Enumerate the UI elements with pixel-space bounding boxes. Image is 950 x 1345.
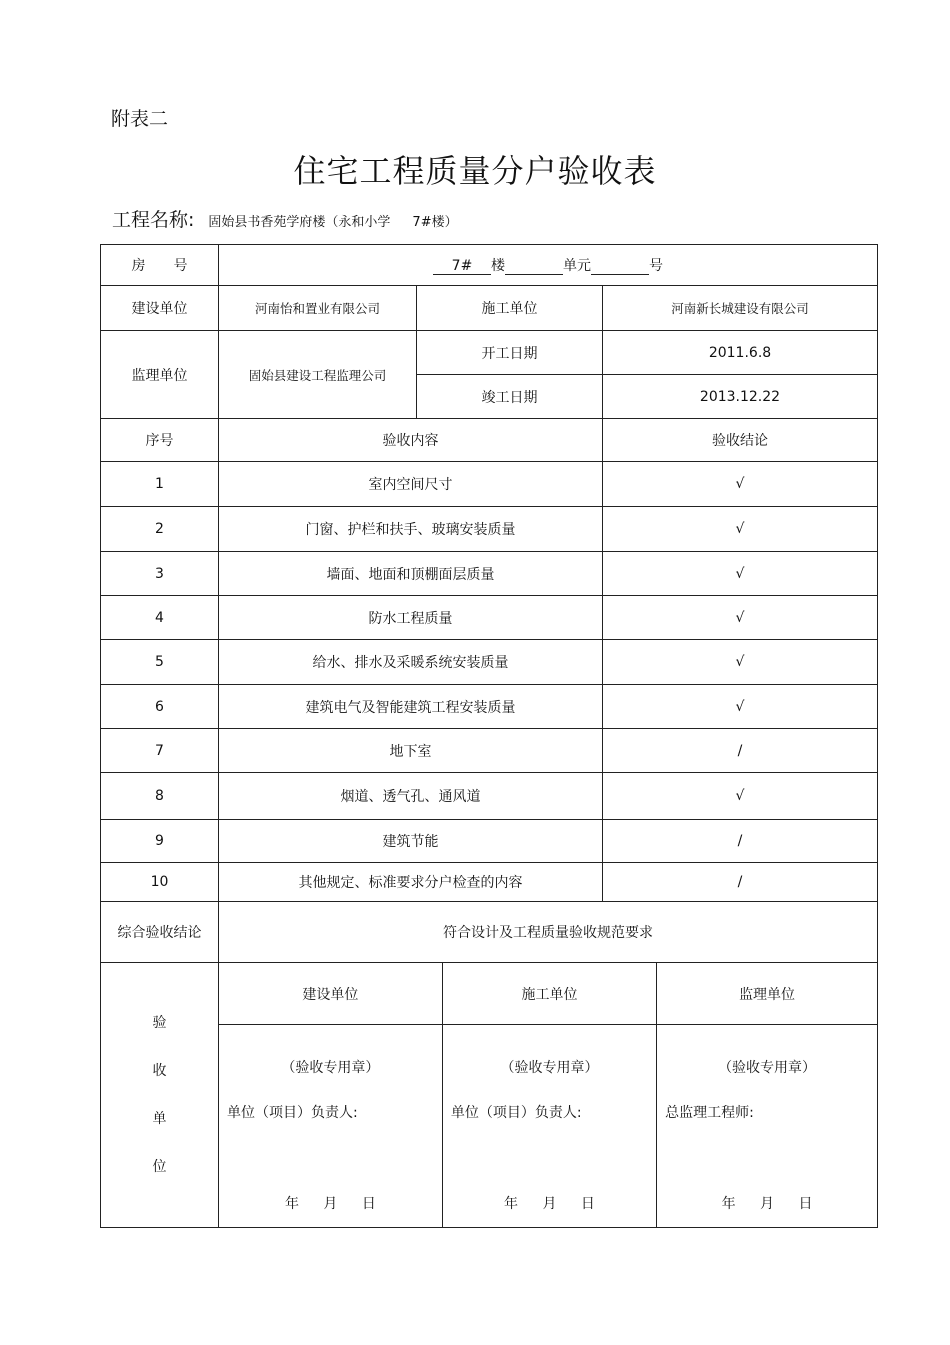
item-result: √ <box>603 552 878 596</box>
project-name-label: 工程名称: <box>112 209 195 231</box>
table-row <box>101 640 878 685</box>
item-content: 地下室 <box>219 729 603 773</box>
unit-blank <box>505 258 563 275</box>
supervisor-unit-heading: 监理单位 <box>657 963 877 1025</box>
item-content: 防水工程质量 <box>219 596 603 640</box>
item-content: 墙面、地面和顶棚面层质量 <box>219 552 603 596</box>
seal-placeholder: （验收专用章） <box>500 1060 599 1076</box>
signature-table <box>219 963 877 1227</box>
accept-signatures <box>219 963 878 1228</box>
builder-signature-cell <box>219 1025 442 1228</box>
item-no: 6 <box>101 685 219 729</box>
side-char: 位 <box>152 1159 167 1175</box>
header-no: 序号 <box>101 419 219 462</box>
item-content: 给水、排水及采暖系统安装质量 <box>219 640 603 685</box>
item-no: 4 <box>101 596 219 640</box>
room-row <box>101 245 878 286</box>
item-result: √ <box>603 773 878 820</box>
table-row <box>101 552 878 596</box>
item-content: 室内空间尺寸 <box>219 462 603 507</box>
side-char: 验 <box>152 1015 167 1031</box>
item-no: 1 <box>101 462 219 507</box>
room-number-blank <box>591 258 649 275</box>
contractor-label: 施工单位 <box>417 286 603 331</box>
table-row <box>101 773 878 820</box>
item-content: 其他规定、标准要求分户检查的内容 <box>219 863 603 902</box>
item-no: 5 <box>101 640 219 685</box>
accept-side-label <box>101 963 219 1228</box>
builder-row <box>101 286 878 331</box>
date-placeholder: 年 月 日 <box>721 1196 813 1212</box>
table-row <box>101 596 878 640</box>
item-result: √ <box>603 640 878 685</box>
item-content: 建筑电气及智能建筑工程安装质量 <box>219 685 603 729</box>
accept-row <box>101 963 878 1228</box>
side-char: 收 <box>152 1063 167 1079</box>
header-row <box>101 419 878 462</box>
finish-date-value: 2013.12.22 <box>603 375 878 419</box>
supervisor-signature-cell <box>657 1025 877 1228</box>
project-name-line <box>112 205 458 232</box>
summary-row <box>101 902 878 963</box>
room-label: 房 号 <box>101 245 219 286</box>
room-value <box>219 245 878 286</box>
builder-value: 河南怡和置业有限公司 <box>219 286 417 331</box>
building-number: 7# <box>433 258 491 275</box>
item-content: 建筑节能 <box>219 820 603 863</box>
table-row <box>101 863 878 902</box>
start-date-label: 开工日期 <box>417 331 603 375</box>
table-row <box>101 685 878 729</box>
item-result: / <box>603 729 878 773</box>
responsible-person-label: 单位（项目）负责人: <box>227 1105 358 1121</box>
project-name-value: 固始县书香苑学府楼（永和小学 <box>208 215 391 230</box>
date-placeholder: 年 月 日 <box>504 1196 595 1212</box>
project-name-value-building: 7#楼） <box>412 215 458 230</box>
item-result: √ <box>603 507 878 552</box>
building-suffix: 楼 <box>491 258 505 274</box>
side-char: 单 <box>152 1111 167 1127</box>
item-result: √ <box>603 596 878 640</box>
item-result: √ <box>603 462 878 507</box>
item-no: 10 <box>101 863 219 902</box>
contractor-signature-cell <box>442 1025 656 1228</box>
seal-placeholder: （验收专用章） <box>718 1060 817 1076</box>
summary-label: 综合验收结论 <box>101 902 219 963</box>
item-content: 烟道、透气孔、通风道 <box>219 773 603 820</box>
table-row <box>101 729 878 773</box>
table-row <box>101 820 878 863</box>
table-row <box>101 507 878 552</box>
responsible-person-label: 单位（项目）负责人: <box>450 1105 582 1121</box>
item-result: / <box>603 820 878 863</box>
header-content: 验收内容 <box>219 419 603 462</box>
contractor-unit-heading: 施工单位 <box>442 963 656 1025</box>
item-content: 门窗、护栏和扶手、玻璃安装质量 <box>219 507 603 552</box>
header-result: 验收结论 <box>603 419 878 462</box>
item-no: 8 <box>101 773 219 820</box>
item-no: 9 <box>101 820 219 863</box>
supervisor-value: 固始县建设工程监理公司 <box>219 331 417 419</box>
acceptance-table <box>100 244 878 1228</box>
item-result: / <box>603 863 878 902</box>
signature-header-row <box>219 963 877 1025</box>
supervisor-row <box>101 331 878 375</box>
form-title: 住宅工程质量分户验收表 <box>293 152 657 190</box>
item-result: √ <box>603 685 878 729</box>
number-suffix: 号 <box>649 258 663 274</box>
builder-label: 建设单位 <box>101 286 219 331</box>
table-row <box>101 462 878 507</box>
seal-placeholder: （验收专用章） <box>281 1060 380 1076</box>
start-date-value: 2011.6.8 <box>603 331 878 375</box>
item-no: 7 <box>101 729 219 773</box>
summary-value: 符合设计及工程质量验收规范要求 <box>219 902 878 963</box>
finish-date-label: 竣工日期 <box>417 375 603 419</box>
date-placeholder: 年 月 日 <box>284 1196 376 1212</box>
contractor-value: 河南新长城建设有限公司 <box>603 286 878 331</box>
supervisor-label: 监理单位 <box>101 331 219 419</box>
item-no: 3 <box>101 552 219 596</box>
signature-body-row <box>219 1025 877 1228</box>
unit-suffix: 单元 <box>563 258 591 274</box>
appendix-label: 附表二 <box>111 108 169 130</box>
builder-unit-heading: 建设单位 <box>219 963 442 1025</box>
item-no: 2 <box>101 507 219 552</box>
chief-engineer-label: 总监理工程师: <box>665 1105 754 1121</box>
